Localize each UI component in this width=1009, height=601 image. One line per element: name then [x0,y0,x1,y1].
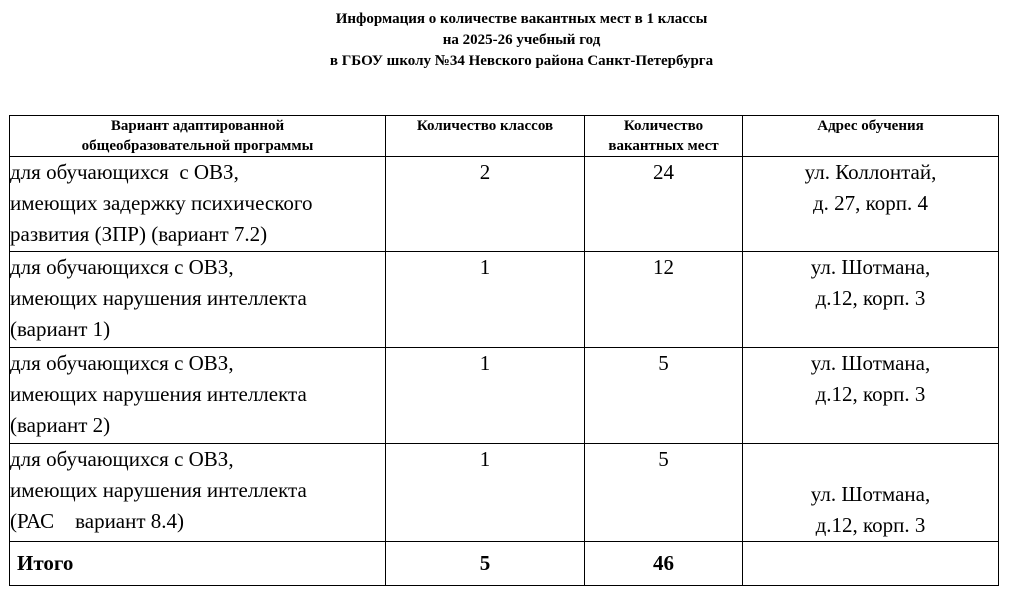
address-cell: ул. Шотмана, д.12, корп. 3 [743,348,999,444]
total-row [10,542,999,586]
address-cell: ул. Шотмана, д.12, корп. 3 [743,252,999,348]
total-places: 46 [585,542,743,586]
classes-cell: 1 [386,348,585,444]
vacancies-table [9,115,999,586]
table-row [10,348,999,444]
document-title [0,9,1009,72]
table-row [10,252,999,348]
header-address: Адрес обучения [743,116,999,157]
title-line-1: Информация о количестве вакантных мест в 1 классы [335,11,708,27]
places-cell: 12 [585,252,743,348]
table-row [10,157,999,252]
table-row [10,444,999,542]
header-classes: Количество классов [386,116,585,157]
address-cell: ул. Шотмана, д.12, корп. 3 [743,444,999,542]
header-program: Вариант адаптированной общеобразовательной программы [10,116,386,157]
title-line-2: на 2025-26 учебный год [442,32,601,48]
places-cell: 24 [585,157,743,252]
classes-cell: 2 [386,157,585,252]
total-classes: 5 [386,542,585,586]
program-cell: для обучающихся с ОВЗ, имеющих задержку психического развития (ЗПР) (вариант 7.2) [10,157,386,252]
total-address-empty [743,542,999,586]
total-label: Итого [10,542,386,586]
program-cell: для обучающихся с ОВЗ, имеющих нарушения интеллекта (вариант 2) [10,348,386,444]
classes-cell: 1 [386,444,585,542]
table-header-row [10,116,999,157]
program-cell: для обучающихся с ОВЗ, имеющих нарушения интеллекта (вариант 1) [10,252,386,348]
places-cell: 5 [585,348,743,444]
address-cell: ул. Коллонтай, д. 27, корп. 4 [743,157,999,252]
classes-cell: 1 [386,252,585,348]
places-cell: 5 [585,444,743,542]
title-line-3: в ГБОУ школу №34 Невского района Санкт-Петербурга [329,53,714,69]
header-places: Количество вакантных мест [585,116,743,157]
program-cell: для обучающихся с ОВЗ, имеющих нарушения интеллекта (РАС вариант 8.4) [10,444,386,542]
